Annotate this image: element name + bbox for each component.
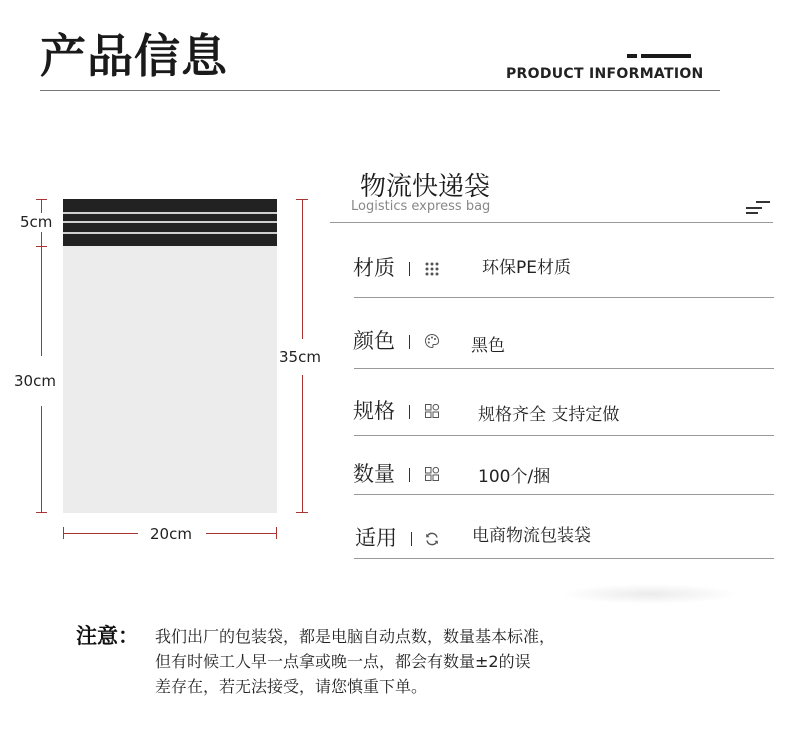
spec-divider [354, 368, 774, 369]
shapes-icon [424, 403, 440, 419]
dots-grid-icon [424, 261, 440, 277]
note-line: 但有时候工人早一点拿或晚一点，都会有数量±2的误 [155, 652, 531, 671]
product-name-en: Logistics express bag [351, 199, 491, 214]
dim-line-left [41, 406, 42, 513]
dim-line-right [302, 375, 303, 513]
dim-label-top: 5cm [20, 213, 53, 231]
spec-separator [409, 262, 410, 276]
dim-line-bottom [206, 533, 277, 534]
dim-label-left: 30cm [14, 372, 56, 390]
note-line: 差存在，若无法接受，请您慎重下单。 [155, 677, 428, 696]
spec-value-size: 规格齐全 支持定做 [478, 405, 620, 425]
shapes-icon [424, 466, 440, 482]
seal-stripe [63, 232, 277, 234]
dim-tick [296, 512, 308, 513]
dim-line-top [41, 199, 42, 213]
dim-tick [63, 527, 64, 539]
spec-separator [409, 468, 410, 482]
page-subtitle: PRODUCT INFORMATION [506, 66, 704, 82]
dim-tick [296, 199, 308, 200]
seal-stripe [63, 212, 277, 214]
spec-list [340, 240, 780, 570]
dim-tick [36, 512, 47, 513]
note-label: 注意： [76, 624, 139, 648]
note-text [155, 624, 655, 699]
spec-value-usage: 电商物流包装袋 [472, 526, 591, 546]
spec-divider [354, 435, 774, 436]
product-name: 物流快递袋 [360, 172, 491, 202]
spec-label-quantity: 数量 [353, 462, 395, 486]
dim-tick [276, 527, 277, 539]
dim-label-bottom: 20cm [150, 525, 192, 543]
spec-separator [409, 335, 410, 349]
note-line: 我们出厂的包装袋，都是电脑自动点数，数量基本标准， [155, 627, 556, 646]
spec-divider [354, 558, 774, 559]
header-dash-long [641, 54, 691, 58]
dim-line-left [41, 246, 42, 356]
spec-separator [409, 405, 410, 419]
product-title-divider [330, 222, 773, 223]
refresh-icon [424, 531, 440, 547]
dim-line-right [302, 199, 303, 339]
spec-value-material: 环保PE材质 [482, 258, 571, 278]
spec-value-color: 黑色 [471, 336, 505, 356]
spec-value-quantity: 100个/捆 [478, 467, 551, 487]
palette-icon [424, 333, 440, 349]
dim-label-right: 35cm [279, 348, 321, 366]
bag-seal-strip [63, 199, 277, 246]
spec-label-usage: 适用 [355, 526, 397, 550]
bag-body [63, 246, 277, 513]
bag-diagram [0, 0, 340, 560]
page-title: 产品信息 [40, 29, 228, 83]
spec-separator [411, 532, 412, 546]
dim-line-top [41, 232, 42, 246]
dim-line-bottom [63, 533, 138, 534]
spec-label-color: 颜色 [353, 329, 395, 353]
spec-divider [354, 297, 774, 298]
menu-lines-icon [746, 200, 770, 216]
spec-divider [354, 494, 774, 495]
spec-label-size: 规格 [353, 399, 395, 423]
spec-label-material: 材质 [353, 256, 395, 280]
seal-stripe [63, 221, 277, 223]
dim-tick [36, 199, 47, 200]
decorative-shadow [560, 584, 740, 604]
header-dash-short [627, 54, 637, 58]
